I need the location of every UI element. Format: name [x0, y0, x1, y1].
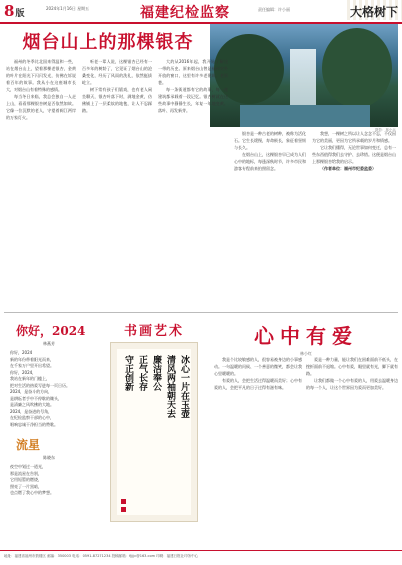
seal-stamp — [121, 507, 126, 512]
article-column-5 — [312, 130, 396, 308]
calligraphy-column: 冰心一片在玉壶 — [179, 355, 189, 418]
paragraph: 听老一辈人说，这棵银杏已经有一百多年的树龄了，它见证了烟台山的沧桑变化，经历了风雨的洗礼，依然挺拔屹立。 — [82, 59, 152, 85]
author-note: （作者单位：福州市纪委监委） — [320, 166, 376, 171]
paragraph: 在烟台山上，这棵银杏早已成为人们心中的地标，每逢深秋时节，许多市民和游客专程前来拍照留念。 — [234, 152, 306, 171]
article-column-1 — [6, 58, 76, 308]
article-column-3 — [158, 58, 228, 308]
page-footer: 地址：福建省福州市鼓楼区 邮编：350003 电话：0591-87271234 投稿邮箱：fjjjjc@163.com 印刷：福建日报社印务中心 — [0, 550, 402, 565]
heart-section-header — [214, 318, 398, 357]
poem-line: 那是流星在告别， — [10, 470, 42, 476]
poem-line: 也点燃了我心中的梦想。 — [10, 490, 54, 495]
poem-title: 流星 — [16, 438, 41, 452]
seal-stamp — [121, 499, 126, 504]
paragraph: 有爱的人，会把生活过得温暖而美好；心中有爱的人，会把平凡的日子过得有滋有味。 — [214, 378, 302, 390]
paragraph: 每当冬日来临，我总会独自一人走上山，看看那棵银杏树是否依然如故。它像一位沉默的老人，守望着闽江两岸的万家灯火。 — [6, 94, 76, 120]
heart-column-2 — [306, 356, 398, 546]
article-title: 烟台山上的那棵银杏 — [22, 32, 194, 53]
paragraph: 让我们都做一个心中有爱的人，用爱去温暖身边的每一个人，让这个世界因为爱而更加美好。 — [306, 378, 398, 390]
paragraph: 爱是一种力量，能让我们在困难面前不低头，在挫折面前不退缩。心中有爱，眼里就有光，脚下就有路。 — [306, 357, 398, 376]
poem-author: 陈晓东 — [43, 455, 55, 460]
poem-title: 你好，2024 — [16, 324, 86, 338]
article-body — [6, 58, 396, 308]
photo-caption: 摄影：林小兵 — [375, 128, 396, 132]
poem-line: 2024，是奋斗的方向， — [10, 389, 53, 394]
poem-line: 唱响忠诚干净担当的赞歌。 — [10, 421, 58, 427]
paragraph: 每一条街道都有它的故事，每一座建筑都承载着一段记忆。银杏树就在这些故事中静静生长，年复一年地变黄、落叶、再发新芽。 — [158, 87, 228, 113]
paragraph: 它让我们懂得，无论世事如何变迁，总有一些东西值得我们去守护、去珍惜。这便是烟台山上那棵银杏给我的启示。 — [312, 145, 396, 164]
poem-line: 把对生活的热爱写进每一页日历。 — [10, 382, 70, 388]
poem-author: 林燕芳 — [43, 341, 55, 346]
poem-line: 在纪检监察干部的心中， — [10, 415, 54, 420]
poem-line: 是耕耘者手中不停歇的锄头， — [10, 395, 62, 401]
editor-credit: 责任编辑：许小丽 — [258, 7, 290, 12]
poem-line: 2024，是奋进的号角， — [10, 408, 53, 414]
paragraph: 福州的冬季比北国来得温和一些，站在烟台山上，望着那棵老银杏，金黄的叶片在阳光下闪闪发光，仿佛在诉说着百年的故事。我从小在这座城市长大，对烟台山有着特殊的感情。 — [6, 59, 76, 92]
paragraph: 我是个比较敏感的人，很容易被身边的小事感动。一句温暖的问候、一个善意的微笑，都会让我心里暖暖的。 — [214, 357, 302, 376]
poem-line: 它用短暂的燃烧， — [10, 477, 42, 482]
paragraph: 我想，一棵树之所以让人念念不忘，不仅因为它的美丽，更因为它所承载的岁月和情感。 — [312, 131, 396, 143]
paragraph: 大约从2016年起，我开始了解这一带的历史。原来烟台山曾是福州对外开放的窗口，这里有许多老建筑、老街巷。 — [158, 59, 228, 85]
page-header — [0, 0, 402, 24]
section-divider — [4, 312, 398, 313]
poem-line: 我站在新年的门槛上， — [10, 376, 50, 381]
calligraphy-section — [98, 318, 210, 533]
section-title: 大格树下 — [349, 5, 398, 19]
page-number: 8版 — [4, 2, 25, 20]
article-column-2 — [82, 58, 152, 308]
calligraphy-column: 守正创新 — [123, 355, 133, 391]
article-column-4 — [234, 130, 306, 308]
poem-line: 你好，2024， — [10, 369, 37, 375]
issue-date: 2024年1月16日 星期五 — [46, 6, 90, 11]
poem-line: 在千家万户里开出希望。 — [10, 363, 54, 368]
calligraphy-heading: 书画艺术 — [123, 324, 184, 339]
paragraph: 树下常有孩子们嬉戏，也有老人闲坐聊天，银杏叶落下时，满地金黄，仿佛铺上了一层柔软的地毯，让人不忍踩踏。 — [82, 87, 152, 113]
calligraphy-scroll — [110, 342, 198, 522]
poem-line: 夜空中划过一道光， — [10, 464, 46, 469]
heart-column-1 — [214, 356, 302, 546]
poem-line: 新的年份带着阳光而来， — [10, 356, 54, 362]
newspaper-masthead: 福建纪检监察 — [140, 5, 230, 21]
calligraphy-column: 廉洁奉公 — [151, 355, 161, 391]
heart-author: 林小红 — [300, 351, 312, 356]
paragraph: 银杏是一种古老的树种，被称为活化石。它生长缓慢，寿命极长，象征着坚韧与长久。 — [234, 131, 306, 150]
poem-line: 是清廉之风吹拂的大地。 — [10, 402, 54, 407]
heart-title: 心中有爱 — [254, 324, 358, 348]
poem-line: 照亮了一片黑暗， — [10, 483, 42, 489]
poem-line: 你好，2024 — [10, 350, 33, 355]
poem-section — [6, 318, 92, 497]
calligraphy-paper — [117, 349, 191, 515]
calligraphy-column: 正气长存 — [137, 355, 147, 391]
calligraphy-column: 清风两袖朝天去 — [165, 355, 175, 418]
